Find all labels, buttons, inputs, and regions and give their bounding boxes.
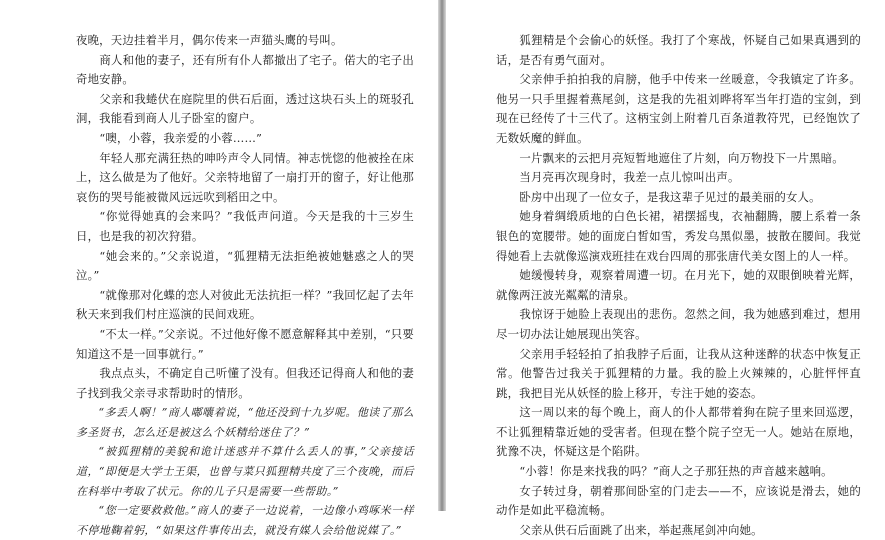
page-gutter (438, 0, 446, 511)
paragraph: 狐狸精是个会偷心的妖怪。我打了个寒战，怀疑自己如果真遇到的话，是否有勇气面对。 (496, 33, 861, 67)
paragraph: 父亲用手轻轻拍了拍我脖子后面，让我从这种迷醉的状态中恢复正常。他警告过我关于狐狸精的力量。我的脸上火辣辣的，心脏怦怦直跳，我把目光从妖怪的脸上移开，专注于她的姿态。 (496, 346, 861, 400)
paragraph: 夜晚，天边挂着半月，偶尔传来一声猫头鹰的号叫。 (76, 33, 343, 47)
paragraph: “被狐狸精的美貌和诡计迷惑并不算什么丢人的事，”父亲接话道，“即便是大学士王渠，也曾与菜只狐狸精共度了三个夜晚，而后在科举中考取了状元。你的儿子只是需要一些帮助。” (76, 445, 414, 498)
paragraph: 父亲和我蜷伏在庭院里的供石后面，透过这块石头上的斑驳孔洞，我能看到商人儿子卧室的窗户。 (76, 91, 414, 126)
paragraph: “您一定要救救他。”商人的妻子一边说着，一边像小鸡啄米一样不停地鞠着躬，“如果这件事传出去，就没有媒人会给他说媒了。” (76, 504, 414, 537)
paragraph: “不太一样。”父亲说。不过他好像不愿意解释其中差别，“只要知道这不是一回事就行。” (76, 326, 414, 361)
right-page (446, 0, 885, 537)
paragraph: 女子转过身，朝着那间卧室的门走去——不，应该说是滑去，她的动作是如此平稳流畅。 (496, 483, 861, 518)
paragraph: 这一周以来的每个晚上，商人的仆人都带着狗在院子里来回巡逻，不让狐狸精靠近她的受害者。但现在整个院子空无一人。她站在原地，犹豫不决，怀疑这是个陷阱。 (496, 405, 861, 459)
paragraph: 一片飘来的云把月亮短暂地遮住了片刻，向万物投下一片黑暗。 (519, 150, 844, 165)
paragraph: “你觉得她真的会来吗？”我低声问道。今天是我的十三岁生日，也是我的初次狩猎。 (76, 209, 414, 243)
paragraph: 年轻人那充满狂热的呻吟声令人同情。神志恍惚的他被拴在床上，这么做是为了他好。父亲特地留了一扇打开的窗子，好让他那哀伤的哭号能被微风远远吹到稻田之中。 (76, 150, 414, 204)
paragraph: 卧房中出现了一位女子，是我这辈子见过的最美丽的女人。 (519, 189, 821, 204)
paragraph: “就像那对化蝶的恋人对彼此无法抗拒一样？”我回忆起了去年秋天来到我们村庄巡演的民间戏班。 (76, 287, 414, 322)
paragraph: “小蓉！你是来找我的吗？”商人之子那狂热的声音越来越响。 (519, 464, 833, 479)
paragraph: 父亲从供石后面跳了出来，举起燕尾剑冲向她。 (519, 522, 763, 537)
paragraph: 当月亮再次现身时，我差一点儿惊叫出声。 (519, 170, 740, 185)
paragraph: “噢，小蓉，我亲爱的小蓉……” (99, 130, 263, 145)
paragraph: 她身着绸缎质地的白色长裙，裙摆摇曳，衣袖翻腾，腰上系着一条银色的宽腰带。她的面庞白皙如雪，秀发乌黑似墨，披散在腰间。我觉得她看上去就像巡演戏班挂在戏台四周的那张唐代美女图上的人一样。 (496, 209, 861, 263)
paragraph: 父亲伸手拍拍我的肩膀，他手中传来一丝暖意，令我镇定了许多。他另一只手里握着燕尾剑，这是我的先祖刘晔将军当年打造的宝剑，到现在已经传了十三代了。这柄宝剑上附着几百条道教符咒，已经饱饮了无数妖魔的鲜血。 (496, 72, 861, 145)
left-page (0, 0, 438, 537)
paragraph: 我点点头，不确定自己听懂了没有。但我还记得商人和他的妻子找到我父亲寻求帮助时的情形。 (76, 366, 414, 400)
paragraph: 她缓慢转身，观察着周遭一切。在月光下，她的双眼倒映着光辉，就像两汪波光粼粼的清泉。 (496, 268, 861, 302)
paragraph: “多丢人啊！”商人嘟囔着说，“他还没到十九岁呢。他读了那么多圣贤书，怎么还是被这么个妖精给迷住了？” (76, 406, 414, 439)
paragraph: “她会来的。”父亲说道，“狐狸精无法拒绝被她魅惑之人的哭泣。” (76, 248, 414, 283)
paragraph: 商人和他的妻子，还有所有仆人都撤出了宅子。偌大的宅子出奇地安静。 (76, 52, 414, 87)
paragraph: 我惊讶于她脸上表现出的悲伤。忽然之间，我为她感到难过，想用尽一切办法让她展现出笑容。 (496, 307, 861, 341)
